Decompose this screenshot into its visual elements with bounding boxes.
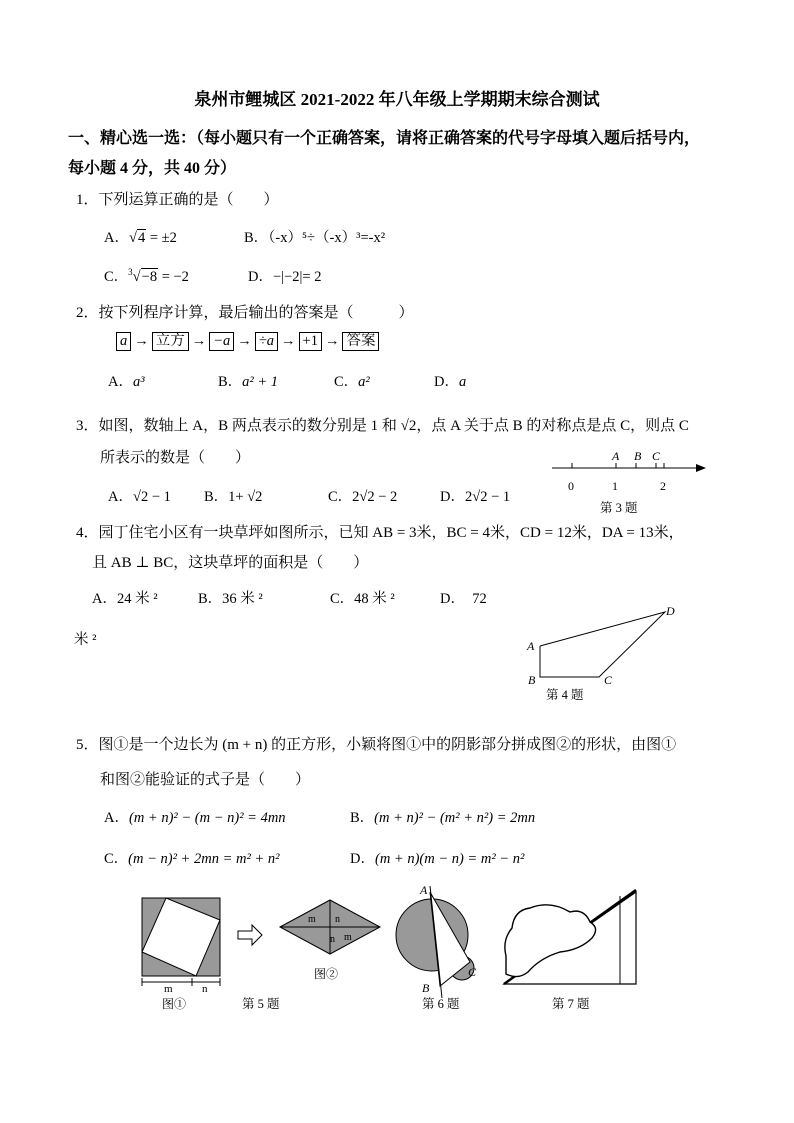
q7-figure-caption: 第 7 题 xyxy=(552,997,590,1011)
fig2-m-label-1: m xyxy=(308,914,316,925)
q1-option-d: D．−|−2|= 2 xyxy=(248,269,322,285)
tick-label-2: 2 xyxy=(660,479,666,493)
section-heading-line1: 一、精心选一选：（每小题只有一个正确答案，请将正确答案的代号字母填入题后括号内， xyxy=(68,130,701,147)
q6-figure-caption: 第 6 题 xyxy=(422,997,460,1011)
q4-option-a: A．24 米 ² xyxy=(92,591,158,607)
figure-7-triangle xyxy=(504,890,636,1011)
chain-box-plus-one: +1 xyxy=(299,332,322,351)
figure-6-circle xyxy=(396,883,477,1011)
q3-option-c: C．2√2 − 2 xyxy=(328,489,398,505)
q2-program-chain: a → 立方 → −a → ÷a → +1 → 答案 xyxy=(116,332,379,351)
q2-stem: 2．按下列程序计算，最后输出的答案是（ ） xyxy=(76,305,414,321)
q5-option-d: D．(m + n)(m − n) = m² − n² xyxy=(350,851,525,867)
fig6-c-label: C xyxy=(468,965,477,979)
vertex-d-label: D xyxy=(666,604,675,618)
q5-option-c: C．(m − n)² + 2mn = m² + n² xyxy=(104,851,280,867)
chain-box-answer: 答案 xyxy=(342,332,379,351)
q2-option-d: D．a xyxy=(434,374,467,390)
figure-caption: 第 3 题 xyxy=(600,501,638,515)
q2-option-c: C．a² xyxy=(334,374,370,390)
fig2-caption: 图② xyxy=(314,967,339,981)
tick-label-0: 0 xyxy=(568,479,574,493)
chain-box-divide-a: ÷a xyxy=(255,332,278,351)
q1-option-c: C．$^3$√−8 = −2 xyxy=(104,267,189,285)
q3-stem-line1: 3．如图，数轴上 A，B 两点表示的数分别是 1 和 √2，点 A 关于点 B 的对称点是点 C，则点 C xyxy=(76,418,689,434)
q5-option-a: A．(m + n)² − (m − n)² = 4mn xyxy=(104,810,286,826)
q3-option-d: D．2√2 − 1 xyxy=(440,489,511,505)
section-heading-line2: 每小题 4 分，共 40 分） xyxy=(68,160,237,177)
fig1-caption: 图① xyxy=(162,997,187,1011)
figure-1-square xyxy=(142,898,220,1011)
vertex-c-label: C xyxy=(604,673,613,687)
q3-option-a: A．√2 − 1 xyxy=(108,489,171,505)
lawn-quadrilateral-figure xyxy=(520,600,685,705)
point-c-label: C xyxy=(652,449,661,463)
fig1-n-label: n xyxy=(202,983,208,995)
fig2-n-label-1: n xyxy=(335,914,340,925)
q5-stem-line1: 5．图①是一个边长为 (m + n) 的正方形，小颖将图①中的阴影部分拼成图②的形状，由图① xyxy=(76,737,677,753)
q5-figure-caption: 第 5 题 xyxy=(242,997,280,1011)
figure-2-rhombus xyxy=(280,900,380,981)
figure-caption: 第 4 题 xyxy=(546,688,584,702)
q3-stem-line2: 所表示的数是（ ） xyxy=(100,450,251,466)
vertex-a-label: A xyxy=(527,639,535,653)
q4-option-c: C．48 米 ² xyxy=(330,591,395,607)
q4-stem-line2: 且 AB ⊥ BC，这块草坪的面积是（ ） xyxy=(92,555,369,571)
number-line-figure xyxy=(548,446,718,518)
fig6-b-label: B xyxy=(422,981,430,995)
chain-box-minus-a: −a xyxy=(209,332,234,351)
chain-box-cube: 立方 xyxy=(152,332,189,351)
bottom-figures xyxy=(130,880,650,1020)
fig6-a-label: A xyxy=(420,883,428,897)
page-title: 泉州市鲤城区 2021-2022 年八年级上学期期末综合测试 xyxy=(194,90,600,109)
q5-option-b: B．(m + n)² − (m² + n²) = 2mn xyxy=(350,810,536,826)
vertex-b-label: B xyxy=(528,673,536,687)
q2-option-b: B．a² + 1 xyxy=(218,374,279,390)
point-b-label: B xyxy=(634,449,642,463)
hollow-arrow-icon xyxy=(238,925,262,945)
chain-box-input: a xyxy=(116,332,131,351)
q4-stem-line1: 4．园丁住宅小区有一块草坪如图所示，已知 AB = 3米，BC = 4米，CD = 12米，DA = 13米， xyxy=(76,525,684,541)
q3-option-b: B．1+ √2 xyxy=(204,489,263,505)
fig2-n-label-2: n xyxy=(330,934,335,945)
q5-stem-line2: 和图②能验证的式子是（ ） xyxy=(100,772,311,788)
q4-option-b: B．36 米 ² xyxy=(198,591,263,607)
tick-label-1: 1 xyxy=(612,479,618,493)
q1-option-a: A．√4 = ±2 xyxy=(104,230,177,246)
q4-option-d: D． 72 xyxy=(440,591,487,607)
q4-option-d-unit: 米 ² xyxy=(74,632,97,648)
arrow-head-icon xyxy=(696,464,706,472)
q1-option-b: B．（-x）⁵÷（-x）³=-x² xyxy=(244,230,386,246)
q2-option-a: A．a³ xyxy=(108,374,145,390)
fig2-m-label-2: m xyxy=(344,932,352,943)
q1-stem: 1．下列运算正确的是（ ） xyxy=(76,192,279,208)
point-a-label: A xyxy=(612,449,620,463)
fig1-m-label: m xyxy=(164,983,173,995)
